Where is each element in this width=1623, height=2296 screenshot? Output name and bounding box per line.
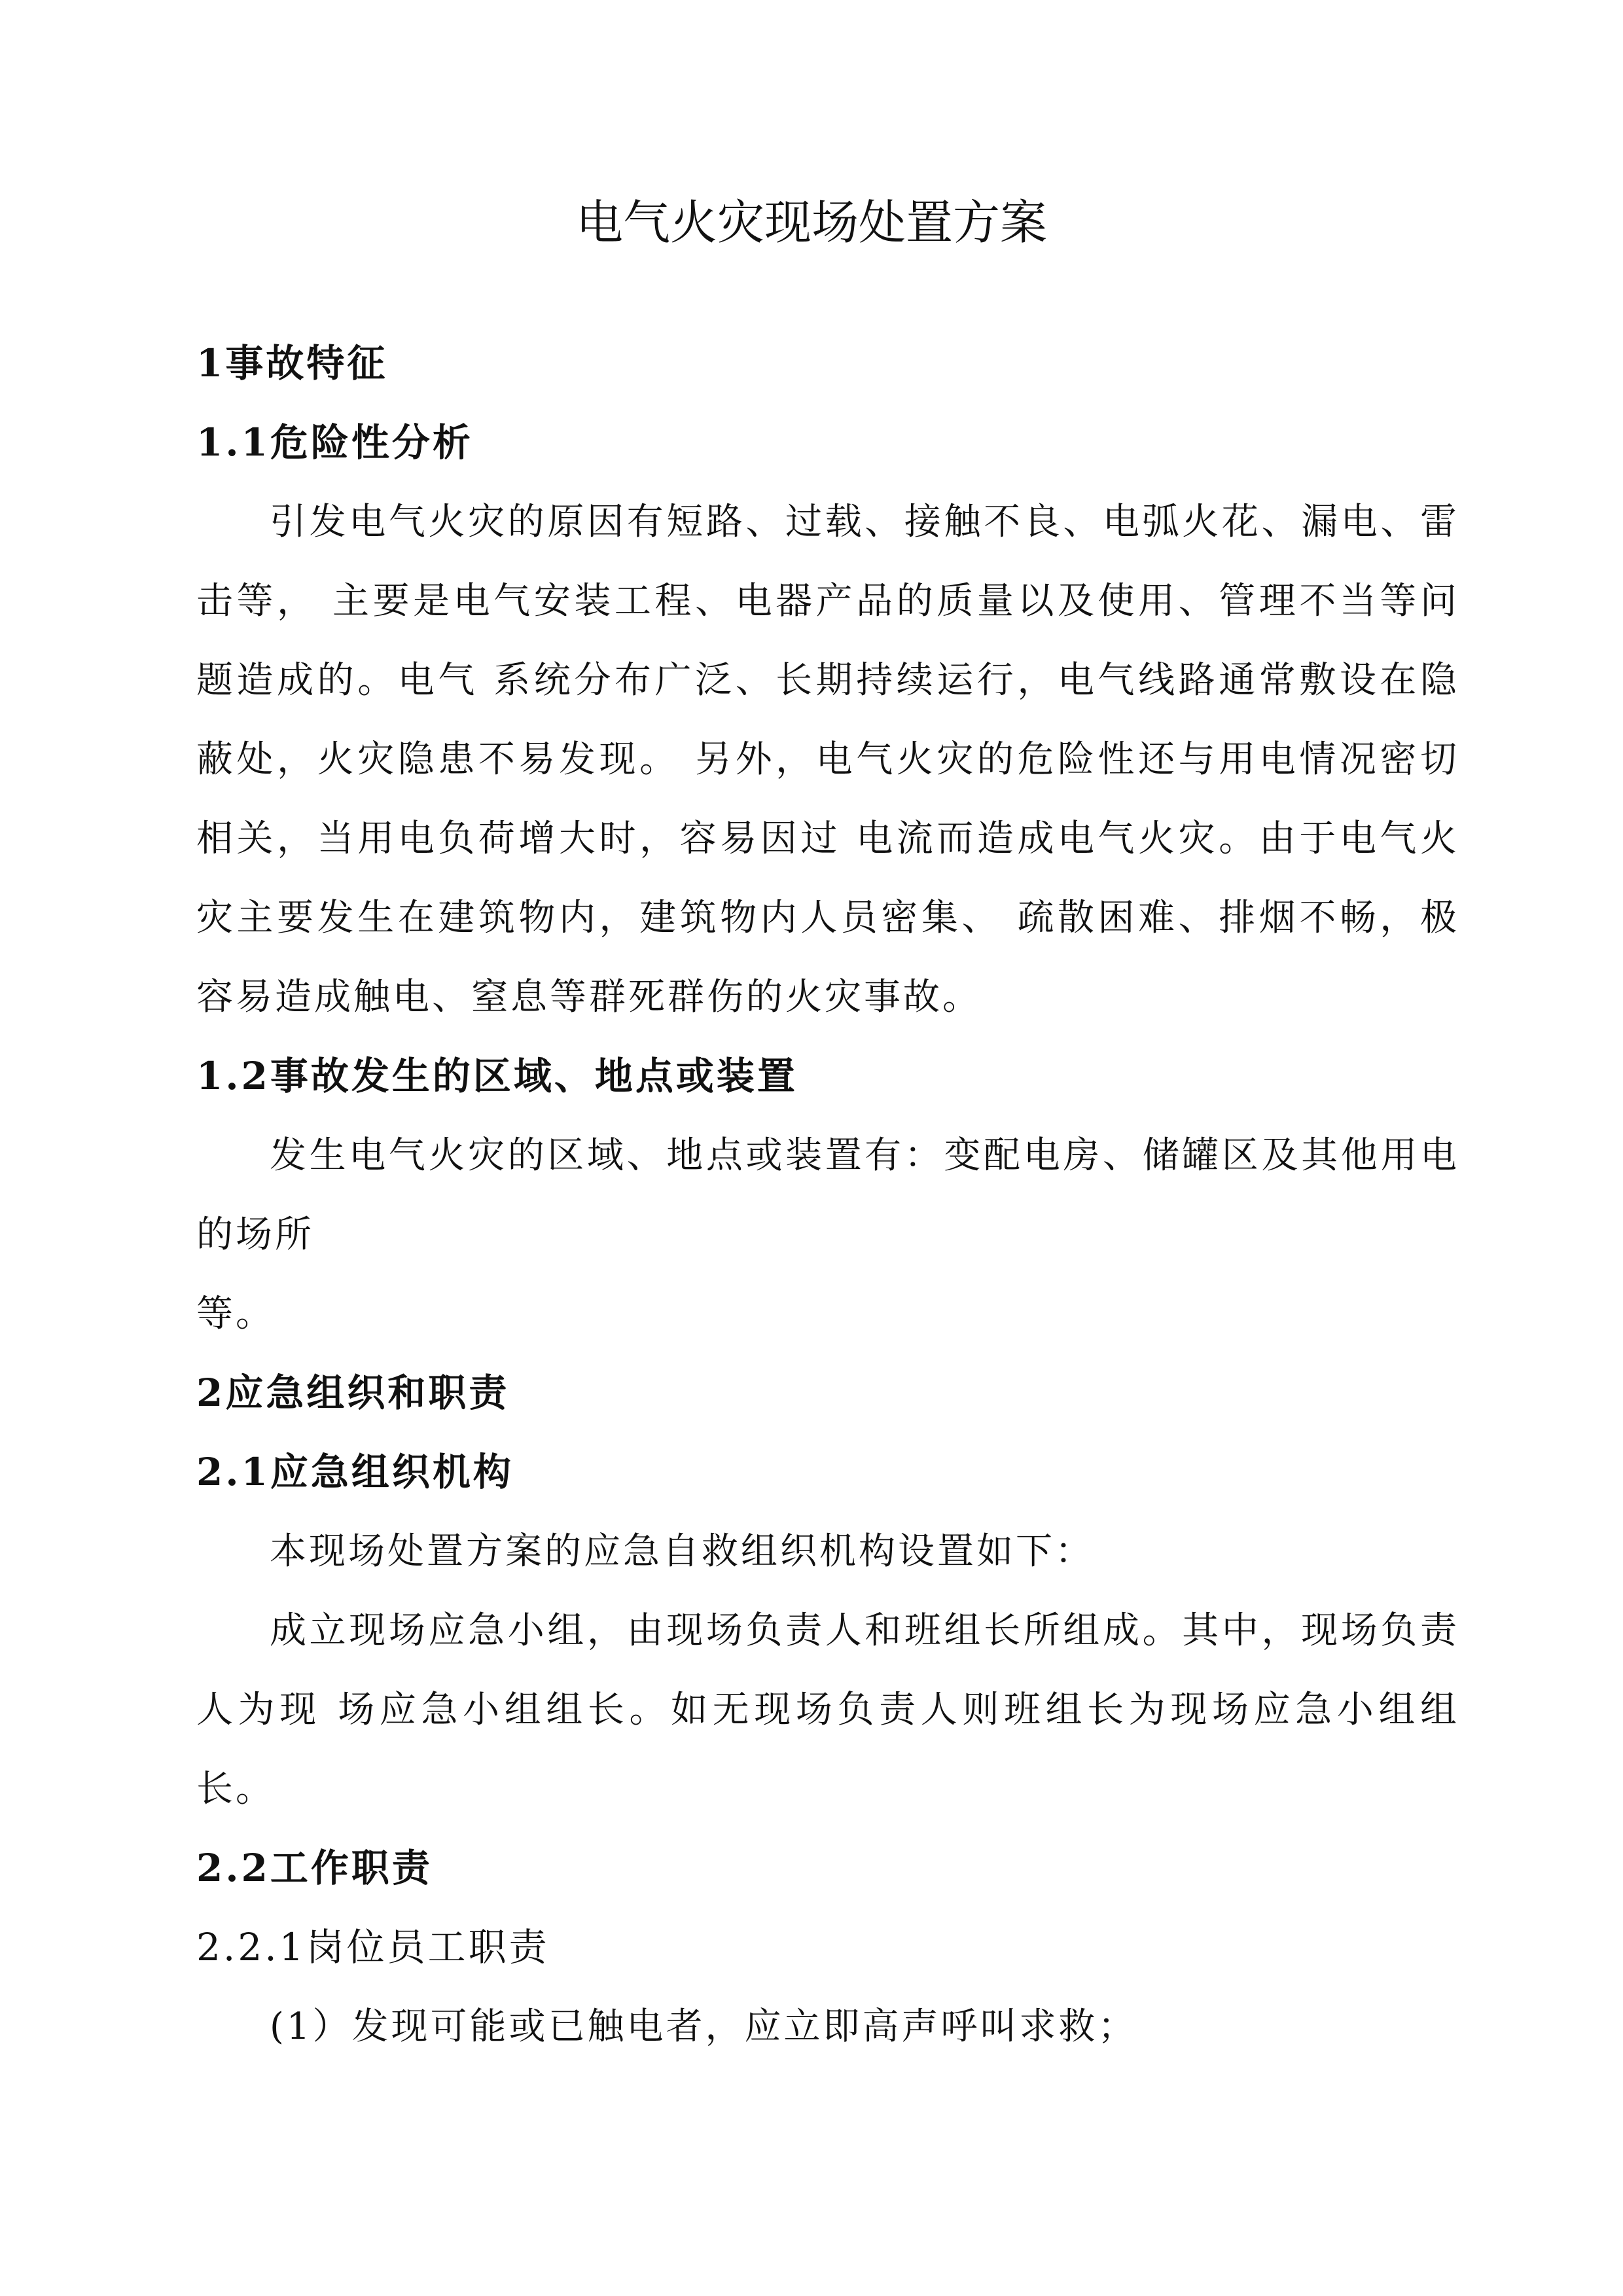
document-title: 电气火灾现场处置方案	[575, 195, 1047, 250]
section-1-2-paragraph-line2: 等。	[196, 1293, 275, 1335]
section-1-heading: 1事故特征	[196, 341, 388, 386]
section-2-1-paragraph-2: 成立现场应急小组，由现场负责人和班组长所组成。其中，现场负责人为现 场应急小组组长。如无现场负责人则班组长为现场应急小组组长。	[196, 1609, 1459, 1810]
document-body	[196, 324, 1459, 2066]
section-2-heading: 2应急组织和职责	[196, 1371, 510, 1415]
section-2-1-paragraph-1: 本现场处置方案的应急自救组织机构设置如下：	[270, 1530, 1094, 1573]
section-1-1-paragraph: 引发电气火灾的原因有短路、过载、接触不良、电弧火花、漏电、雷击等， 主要是电气安装工程、电器产品的质量以及使用、管理不当等问题造成的。电气 系统分布广泛、长期持续运行，电气线路通常敷设在隐蔽处，火灾隐患不易发现。 另外，电气火灾的危险性还与用电情况密切相关，当用电负荷增大时，容易因过 电流而造成电气火灾。由于电气火灾主要发生在建筑物内，建筑物内人员密集、 疏散困难、排烟不畅，极容易造成触电、窒息等群死群伤的火灾事故。	[196, 501, 1459, 1018]
list-item: (1）发现可能或已触电者，应立即高声呼叫求救；	[270, 2005, 1137, 2048]
section-1-1-heading: 1.1危险性分析	[196, 420, 473, 465]
section-2-1-heading: 2.1应急组织机构	[196, 1450, 514, 1494]
section-2-2-1-heading: 2.2.1岗位员工职责	[196, 1925, 550, 1969]
section-2-2-heading: 2.2工作职责	[196, 1846, 433, 1890]
section-1-2-heading: 1.2事故发生的区域、地点或装置	[196, 1054, 798, 1098]
section-1-2-paragraph-line1: 发生电气火灾的区域、地点或装置有：变配电房、储罐区及其他用电的场所	[196, 1134, 1459, 1256]
